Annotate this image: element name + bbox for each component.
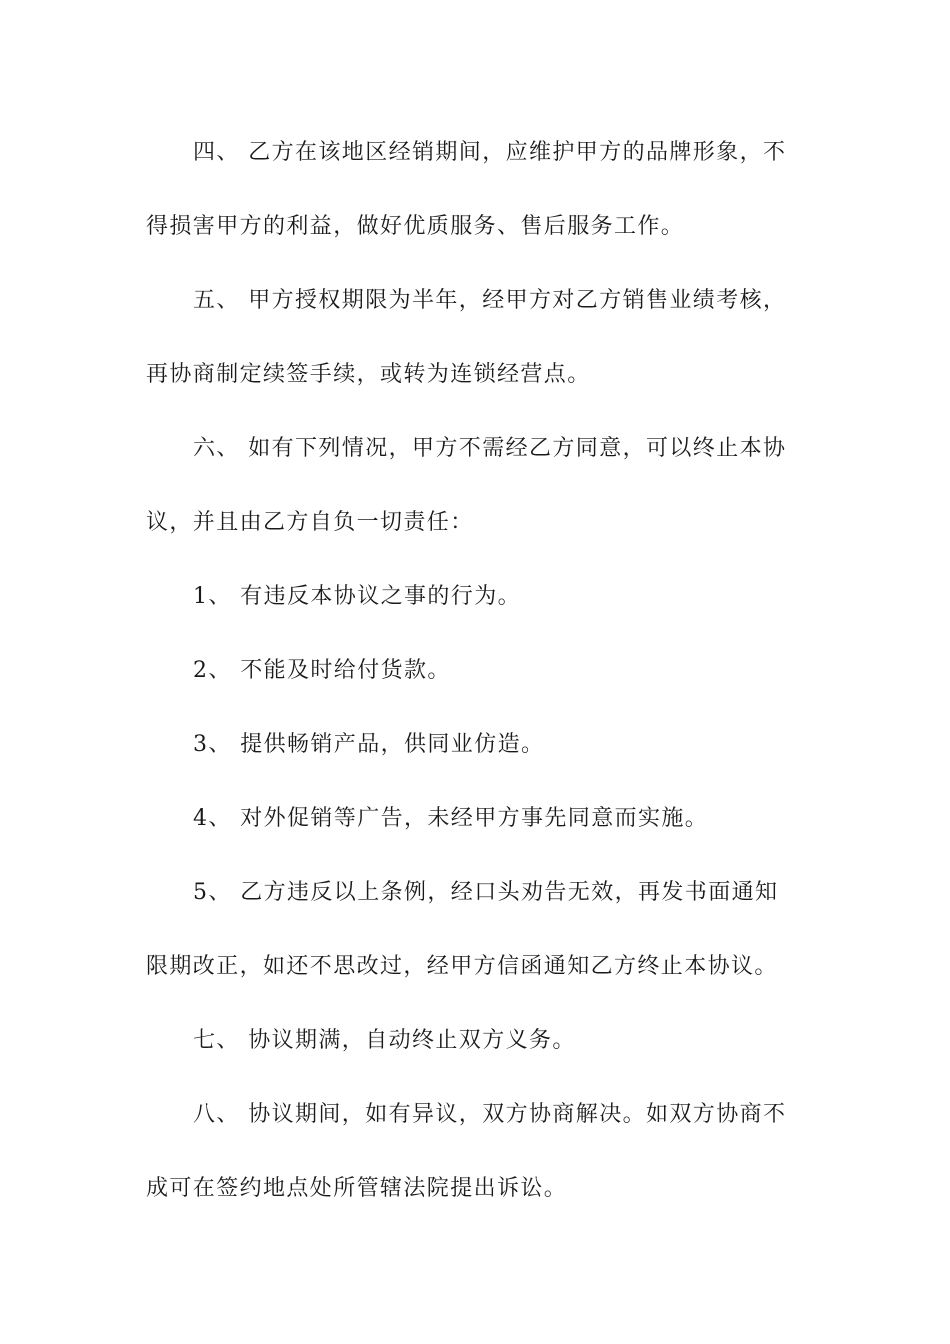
item-5-line-1: 5、 乙方违反以上条例，经口头劝告无效，再发书面通知 <box>193 880 779 905</box>
clause-8-line-1: 八、 协议期间，如有异议，双方协商解决。如双方协商不 <box>193 1102 787 1127</box>
clause-7: 七、 协议期满，自动终止双方义务。 <box>193 1028 576 1053</box>
clause-6-line-1: 六、 如有下列情况，甲方不需经乙方同意，可以终止本协 <box>193 436 787 461</box>
clause-4-line-1: 四、 乙方在该地区经销期间，应维护甲方的品牌形象，不 <box>193 140 787 165</box>
clause-5-line-1: 五、 甲方授权期限为半年，经甲方对乙方销售业绩考核， <box>193 288 787 313</box>
item-2: 2、 不能及时给付货款。 <box>193 658 451 683</box>
clause-4-line-2: 得损害甲方的利益，做好优质服务、售后服务工作。 <box>146 214 685 239</box>
clause-5-line-2: 再协商制定续签手续，或转为连锁经营点。 <box>146 362 591 387</box>
item-3: 3、 提供畅销产品，供同业仿造。 <box>193 732 545 757</box>
clause-6-line-2: 议，并且由乙方自负一切责任： <box>146 510 474 535</box>
item-4: 4、 对外促销等广告，未经甲方事先同意而实施。 <box>193 806 709 831</box>
item-5-line-2: 限期改正，如还不思改过，经甲方信函通知乙方终止本协议。 <box>146 954 778 979</box>
clause-8-line-2: 成可在签约地点处所管辖法院提出诉讼。 <box>146 1176 568 1201</box>
item-1: 1、 有违反本协议之事的行为。 <box>193 584 521 609</box>
